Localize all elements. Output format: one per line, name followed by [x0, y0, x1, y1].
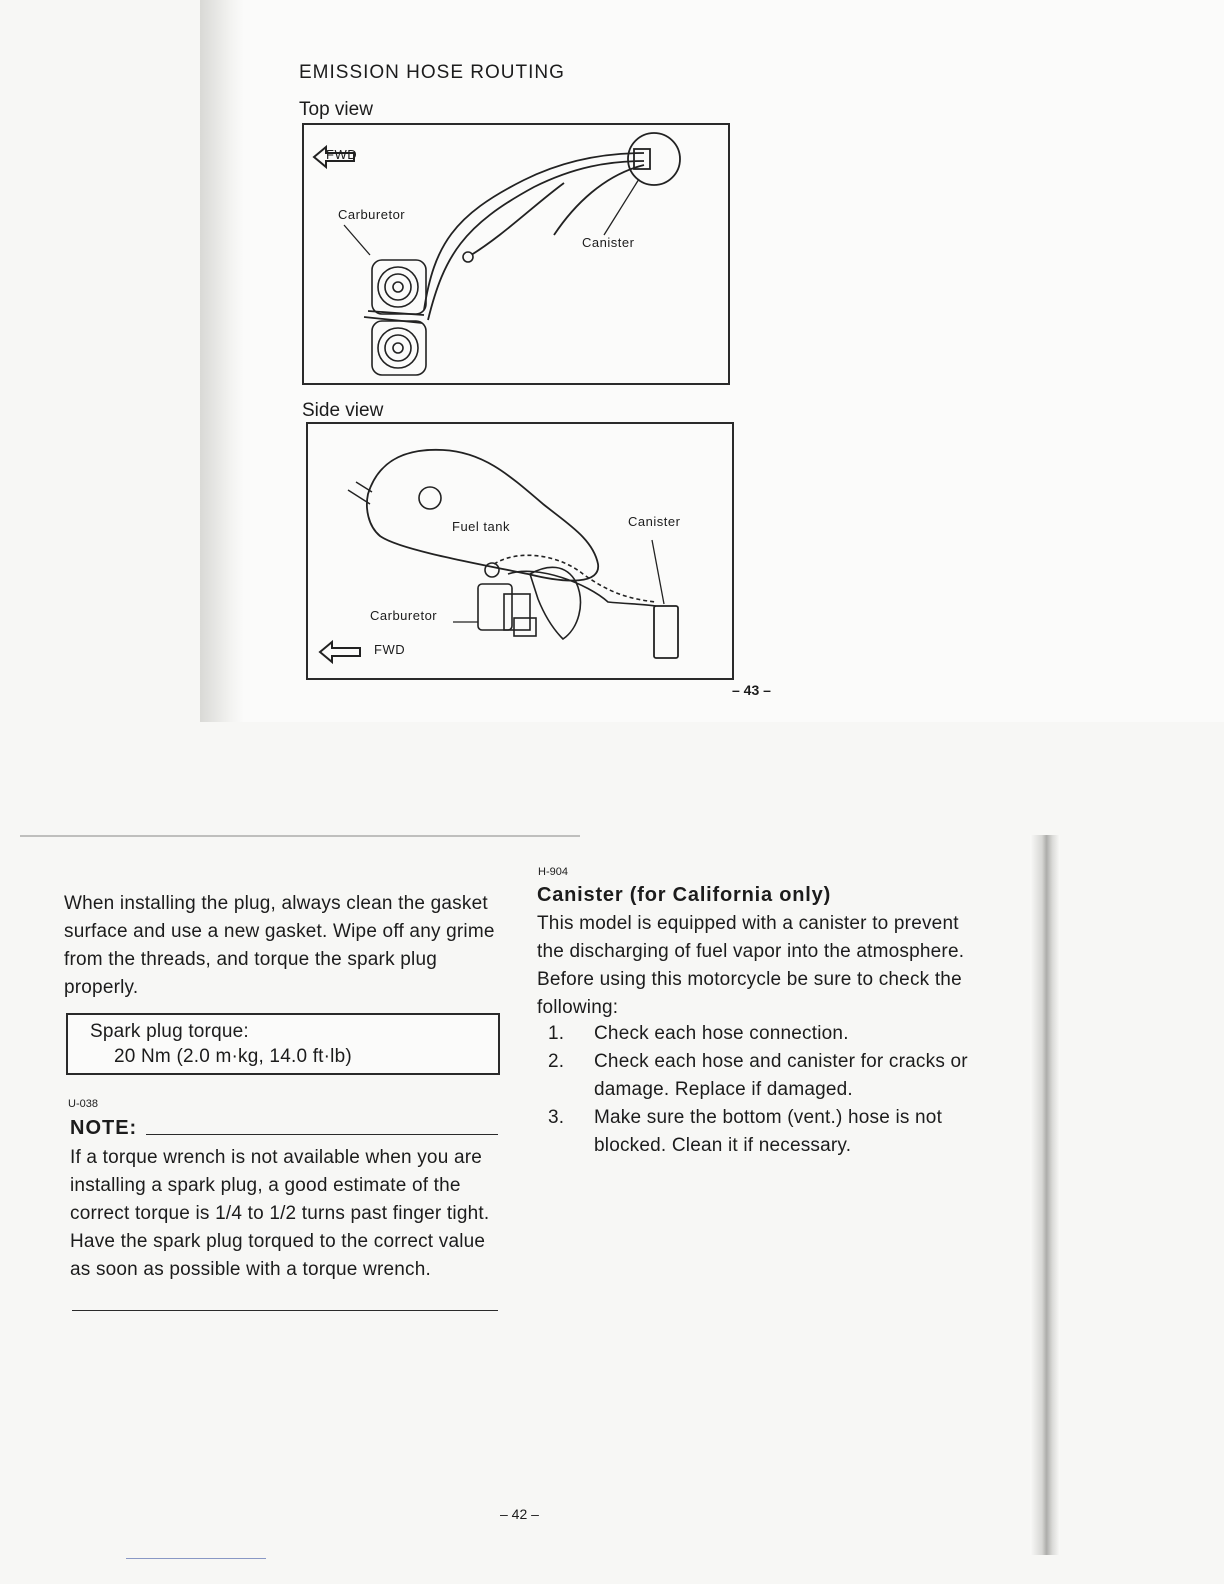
canister-side [654, 606, 678, 658]
torque-spec-box [66, 1013, 500, 1075]
fuel-cap-icon [419, 487, 441, 509]
canister-intro: This model is equipped with a canister to prevent the discharging of fuel vapor into the atmosphere. Before using this motorcycle be sure to check the following: [537, 913, 965, 1018]
top-view-drawing [304, 125, 728, 383]
spark-plug-intro: When installing the plug, always clean the gasket surface and use a new gasket. Wipe off any grime from the threads, and torque the spark plug properly. [64, 893, 495, 998]
top-canister-label: Canister [582, 235, 635, 250]
side-view-diagram [306, 422, 734, 680]
page-fold-line [20, 835, 580, 837]
list-item-text: Make sure the bottom (vent.) hose is not blocked. Clean it if necessary. [594, 1107, 943, 1156]
scan-artifact-line [126, 1558, 266, 1559]
fwd-arrow-icon [320, 642, 360, 662]
torque-label: Spark plug torque: [90, 1021, 249, 1042]
note-heading: NOTE: [70, 1117, 138, 1139]
side-canister-label: Canister [628, 514, 681, 529]
side-fwd-label: FWD [374, 642, 406, 657]
carburetor-bottom [372, 321, 426, 375]
page-right-edge-shadow [1030, 835, 1060, 1555]
section-code: H-904 [538, 866, 568, 878]
list-item [548, 1104, 968, 1160]
carburetor-top [372, 260, 426, 314]
note-text: If a torque wrench is not available when you are installing a spark plug, a good estimate of the correct torque is 1/4 to 1/2 turns past finger tight. Have the spark plug torqued to the correct value as soon as possible with a torque wrench. [70, 1147, 490, 1280]
top-view-diagram [302, 123, 730, 385]
side-view-label: Side view [302, 400, 384, 421]
canister-heading: Canister (for California only) [537, 884, 832, 906]
top-carburetor-label: Carburetor [338, 207, 406, 222]
note-bottom-rule [72, 1310, 498, 1311]
list-item [548, 1020, 968, 1048]
side-carburetor-label: Carburetor [370, 608, 438, 623]
top-fwd-label: FWD [326, 147, 358, 162]
note-code: U-038 [68, 1098, 98, 1110]
page-fold-shadow [200, 0, 244, 722]
page-title: EMISSION HOSE ROUTING [299, 62, 565, 83]
fuel-tank-label: Fuel tank [452, 519, 510, 534]
fuel-tank-shape [367, 450, 598, 581]
list-item-number: 1. [548, 1023, 565, 1044]
torque-value: 20 Nm (2.0 m·kg, 14.0 ft·lb) [114, 1046, 352, 1067]
upper-page-number: – 43 – [732, 682, 771, 698]
list-item-text: Check each hose connection. [594, 1023, 849, 1044]
list-item-number: 3. [548, 1107, 565, 1128]
note-top-rule [146, 1134, 498, 1135]
canister-top [628, 133, 680, 185]
side-view-drawing [308, 424, 732, 678]
lower-page-number: – 42 – [500, 1506, 539, 1522]
top-view-label: Top view [299, 99, 373, 120]
list-item [548, 1048, 968, 1104]
list-item-text: Check each hose and canister for cracks or damage. Replace if damaged. [594, 1051, 968, 1100]
list-item-number: 2. [548, 1051, 565, 1072]
